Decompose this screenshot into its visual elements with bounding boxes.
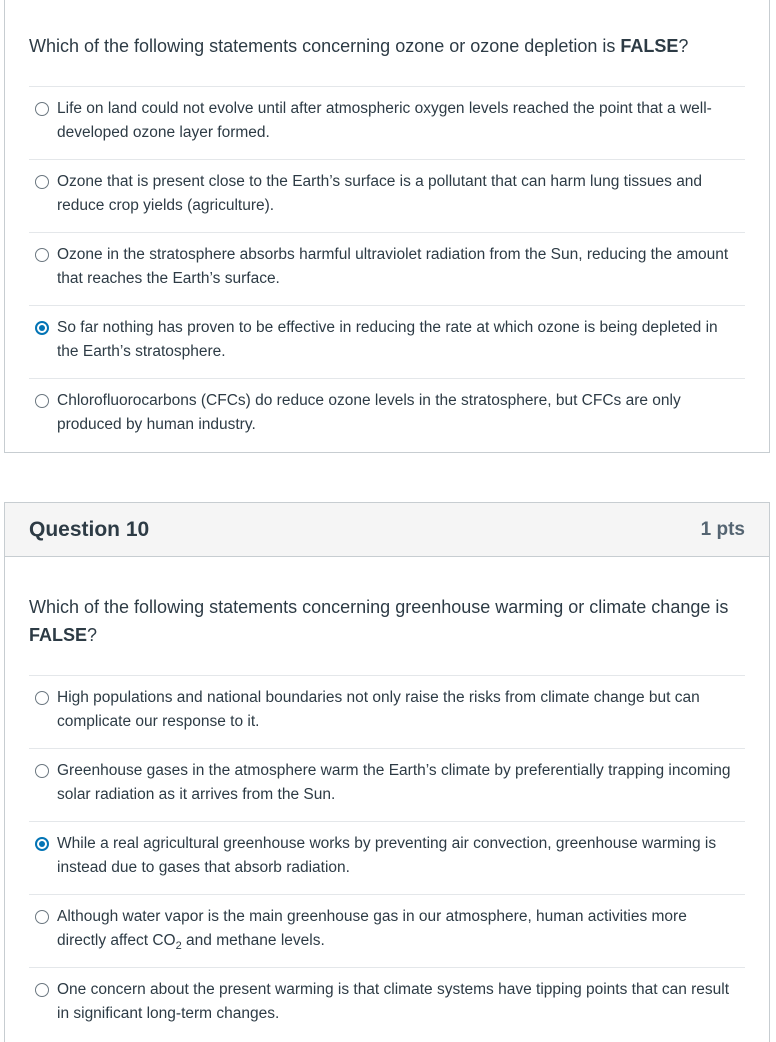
- question-9-prompt-text: Which of the following statements concerning ozone or ozone depletion is: [29, 36, 621, 56]
- answer-label[interactable]: While a real agricultural greenhouse works by preventing air convection, greenhouse warming is instead due to gases that absorb radiation.: [57, 835, 717, 876]
- question-9-answers: [29, 86, 745, 451]
- radio-button[interactable]: [35, 691, 49, 705]
- answer-label[interactable]: [57, 905, 737, 953]
- question-10-answer-1[interactable]: [29, 676, 745, 749]
- question-10-prompt-text: Which of the following statements concerning greenhouse warming or climate change is: [29, 597, 729, 617]
- question-10-body: [5, 557, 769, 1040]
- answer-subscript: 2: [175, 940, 182, 953]
- question-10-prompt: [29, 557, 745, 675]
- radio-button[interactable]: [35, 983, 49, 997]
- answer-label[interactable]: So far nothing has proven to be effective in reducing the rate at which ozone is being depleted in the Earth’s stratosphere.: [57, 319, 718, 360]
- radio-button-selected[interactable]: [35, 321, 49, 335]
- radio-button[interactable]: [35, 394, 49, 408]
- answer-label[interactable]: Ozone in the stratosphere absorbs harmful ultraviolet radiation from the Sun, reducing the amount that reaches the Earth’s surface.: [57, 246, 729, 287]
- question-9-prompt-emphasis: FALSE: [620, 36, 679, 56]
- question-10-header: [5, 503, 769, 557]
- question-10-answer-3[interactable]: [29, 822, 745, 895]
- question-10-prompt-emphasis: FALSE: [29, 625, 88, 645]
- question-9-answer-3[interactable]: [29, 233, 745, 306]
- question-points: 1 pts: [700, 518, 745, 540]
- question-10-card: [4, 502, 770, 1042]
- answer-text: Although water vapor is the main greenhouse gas in our atmosphere, human activities more directly affect CO: [57, 908, 687, 949]
- answer-label[interactable]: Ozone that is present close to the Earth’s surface is a pollutant that can harm lung tissues and reduce crop yields (agriculture).: [57, 173, 703, 214]
- question-9-answer-1[interactable]: [29, 87, 745, 160]
- question-9-prompt: [29, 0, 745, 86]
- question-10-answer-4[interactable]: [29, 895, 745, 968]
- radio-button[interactable]: [35, 764, 49, 778]
- radio-button-selected[interactable]: [35, 837, 49, 851]
- question-9-card: [4, 0, 770, 453]
- question-9-answer-2[interactable]: [29, 160, 745, 233]
- radio-button[interactable]: [35, 248, 49, 262]
- question-10-answers: [29, 675, 745, 1040]
- answer-text-end: and methane levels.: [181, 932, 325, 949]
- question-10-answer-5[interactable]: [29, 968, 745, 1040]
- answer-label[interactable]: High populations and national boundaries not only raise the risks from climate change but can complicate our response to it.: [57, 689, 700, 730]
- answer-label[interactable]: Life on land could not evolve until after atmospheric oxygen levels reached the point that a well-developed ozone layer formed.: [57, 100, 712, 141]
- question-9-answer-4[interactable]: [29, 306, 745, 379]
- question-title: Question 10: [29, 517, 150, 541]
- answer-label[interactable]: Chlorofluorocarbons (CFCs) do reduce ozone levels in the stratosphere, but CFCs are only produced by human industry.: [57, 392, 681, 433]
- question-10-answer-2[interactable]: [29, 749, 745, 822]
- question-9-answer-5[interactable]: [29, 379, 745, 451]
- question-9-body: [5, 0, 769, 451]
- radio-button[interactable]: [35, 910, 49, 924]
- radio-button[interactable]: [35, 102, 49, 116]
- radio-button[interactable]: [35, 175, 49, 189]
- answer-label[interactable]: Greenhouse gases in the atmosphere warm the Earth’s climate by preferentially trapping incoming solar radiation as it arrives from the Sun.: [57, 762, 731, 803]
- answer-label[interactable]: One concern about the present warming is that climate systems have tipping points that can result in significant long-term changes.: [57, 981, 730, 1022]
- question-9-prompt-end: ?: [678, 36, 689, 56]
- question-10-prompt-end: ?: [87, 625, 98, 645]
